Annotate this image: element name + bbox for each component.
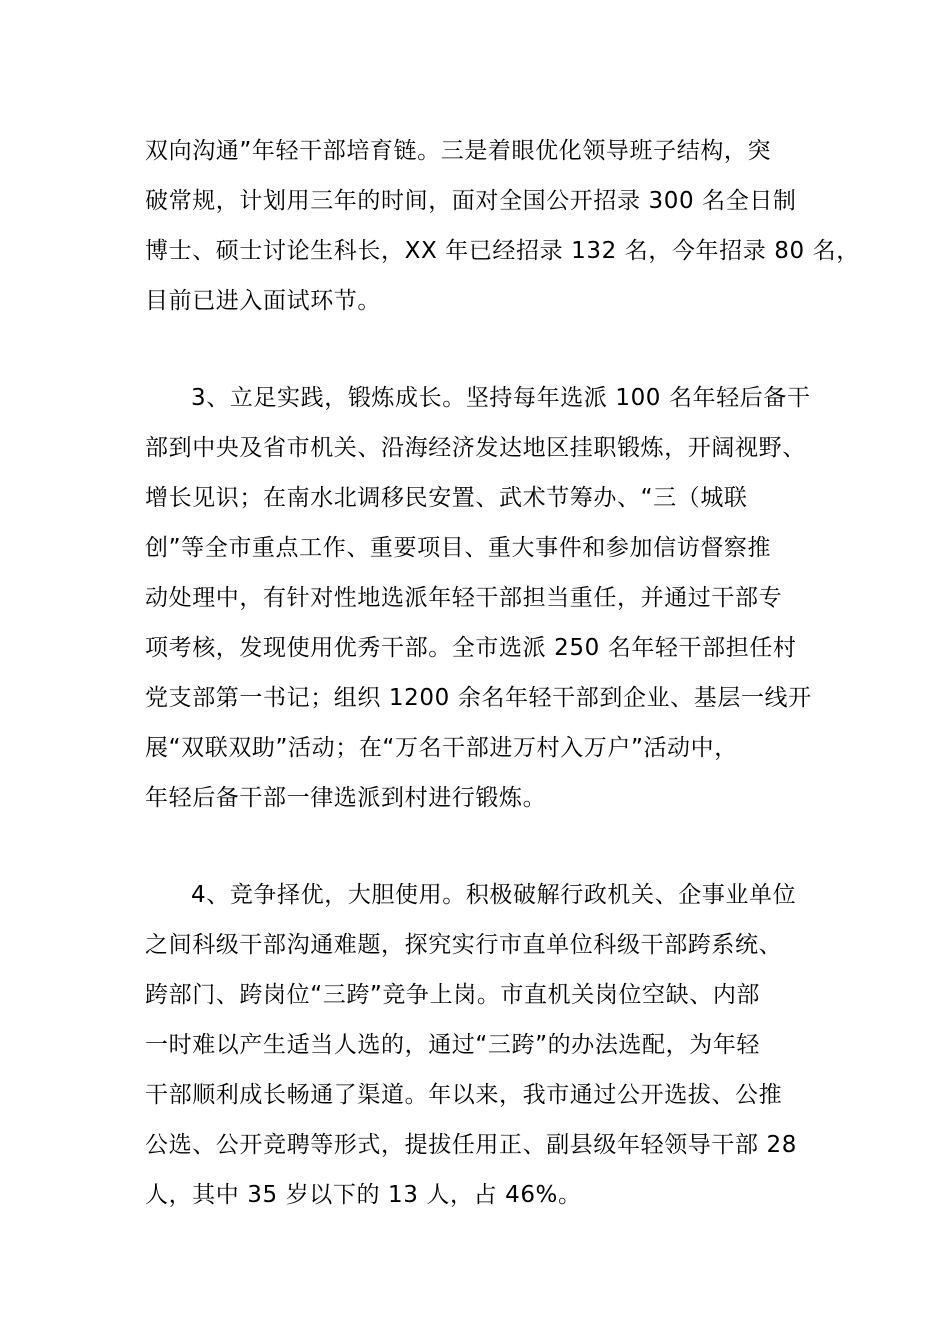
paragraph-1-line-4: 目前已进入面试环节。 bbox=[145, 288, 381, 314]
paragraph-2-line-4: 创”等全市重点工作、重要项目、重大事件和参加信访督察推 bbox=[145, 535, 772, 561]
paragraph-1-line-2: 破常规，计划用三年的时间，面对全国公开招录 300 名全日制 bbox=[145, 188, 797, 214]
paragraph-1-line-3: 博士、硕士讨论生科长，XX 年已经招录 132 名，今年招录 80 名， bbox=[145, 238, 860, 264]
paragraph-1 bbox=[145, 126, 860, 326]
paragraph-3-line-4: 一时难以产生适当人选的，通过“三跨”的办法选配，为年轻 bbox=[145, 1032, 761, 1058]
paragraph-3-line-1: 4、竞争择优，大胆使用。积极破解行政机关、企事业单位 bbox=[191, 882, 797, 908]
paragraph-2-line-5: 动处理中，有针对性地选派年轻干部担当重任，并通过干部专 bbox=[145, 585, 783, 611]
paragraph-3-line-7: 人，其中 35 岁以下的 13 人，占 46%。 bbox=[145, 1182, 582, 1208]
paragraph-2 bbox=[145, 373, 825, 823]
paragraph-3-line-3: 跨部门、跨岗位“三跨”竞争上岗。市直机关岗位空缺、内部 bbox=[145, 982, 761, 1008]
paragraph-2-line-3: 增长见识；在南水北调移民安置、武术节筹办、“三（城联 bbox=[145, 485, 748, 511]
paragraph-3-line-2: 之间科级干部沟通难题，探究实行市直单位科级干部跨系统、 bbox=[145, 932, 783, 958]
paragraph-2-line-2: 部到中央及省市机关、沿海经济发达地区挂职锻炼，开阔视野、 bbox=[145, 435, 806, 461]
paragraph-2-line-8: 展“双联双助”活动；在“万名干部进万村入万户”活动中， bbox=[145, 735, 738, 761]
paragraph-2-line-7: 党支部第一书记；组织 1200 余名年轻干部到企业、基层一线开 bbox=[145, 685, 812, 711]
paragraph-2-line-6: 项考核，发现使用优秀干部。全市选派 250 名年轻干部担任村 bbox=[145, 635, 797, 661]
paragraph-2-line-1: 3、立足实践，锻炼成长。坚持每年选派 100 名年轻后备干 bbox=[191, 385, 811, 411]
paragraph-3-line-5: 干部顺利成长畅通了渠道。年以来，我市通过公开选拔、公推 bbox=[145, 1082, 783, 1108]
paragraph-3 bbox=[145, 870, 825, 1220]
paragraph-2-line-9: 年轻后备干部一律选派到村进行锻炼。 bbox=[145, 785, 547, 811]
paragraph-3-line-6: 公选、公开竞聘等形式，提拔任用正、副县级年轻领导干部 28 bbox=[145, 1132, 797, 1158]
paragraph-1-line-1: 双向沟通”年轻干部培育链。三是着眼优化领导班子结构，突 bbox=[145, 138, 772, 164]
